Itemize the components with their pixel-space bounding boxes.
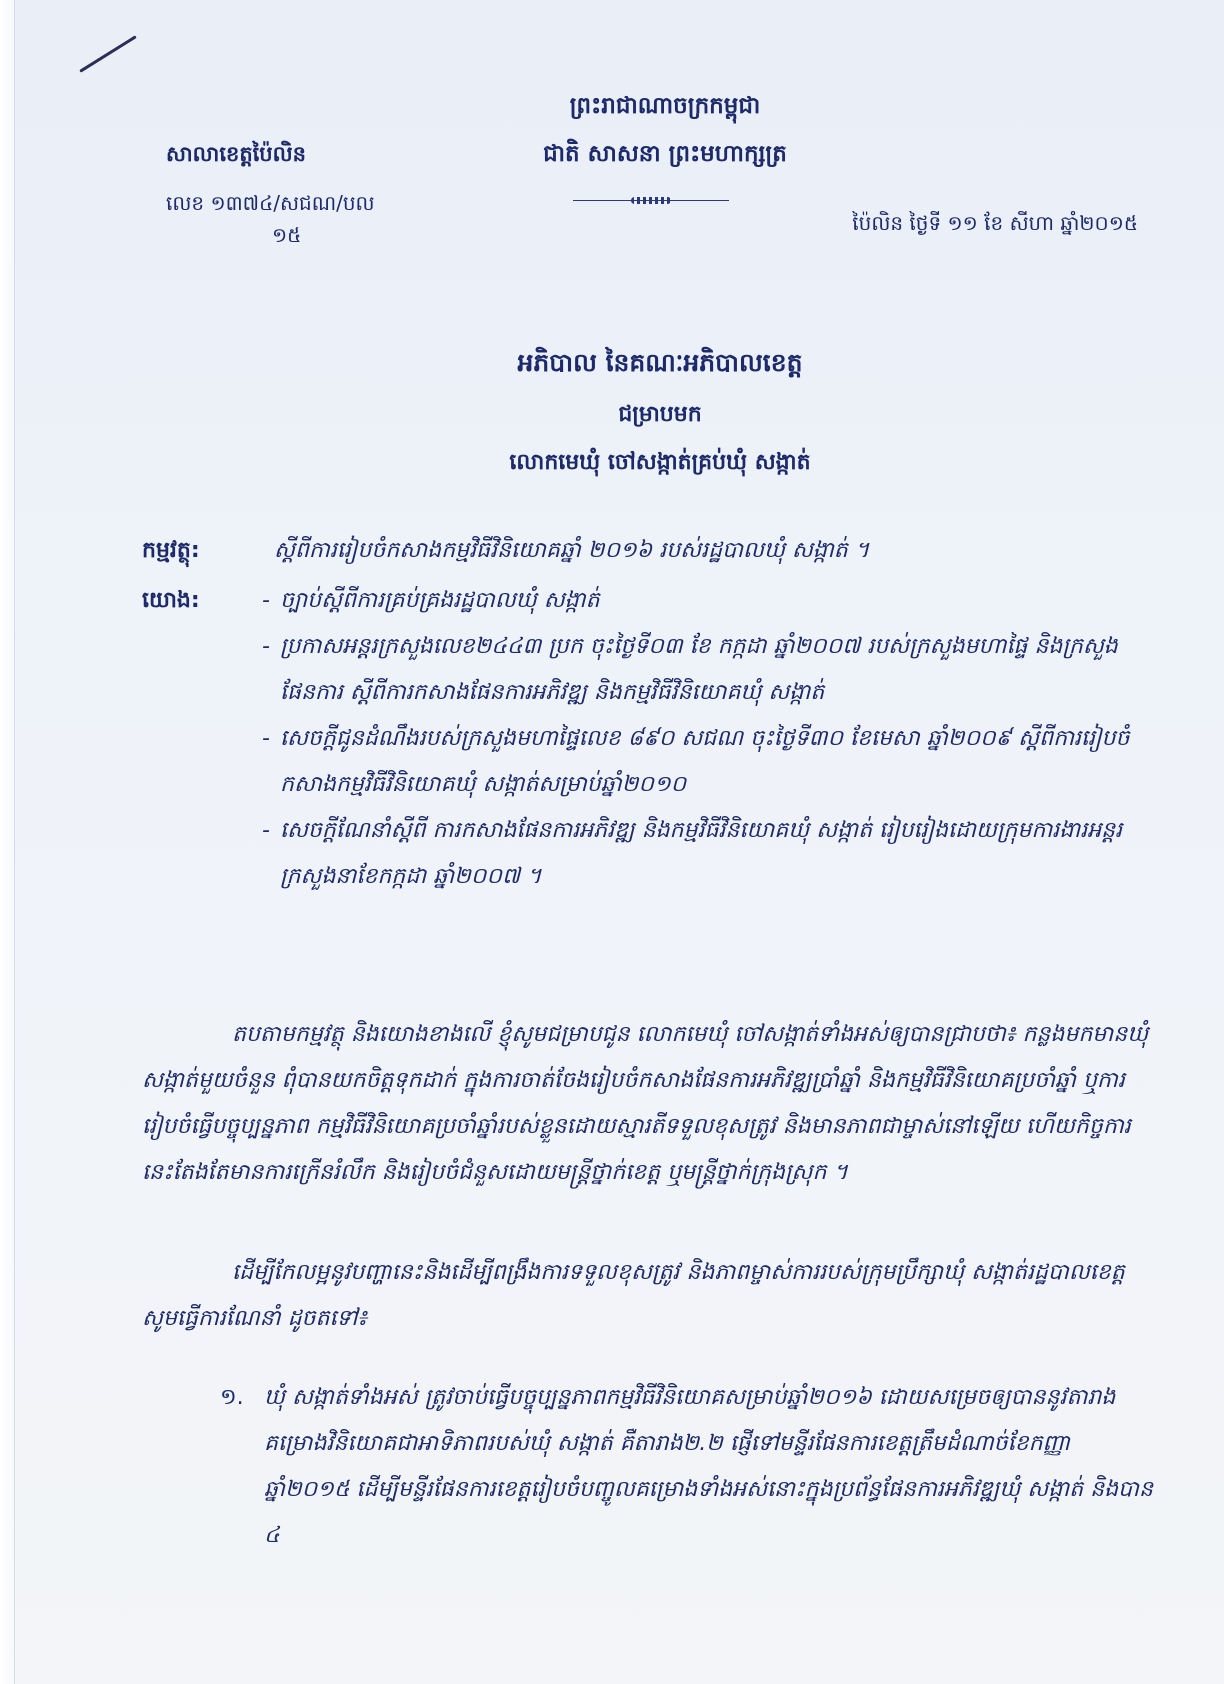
body-paragraph-2: ដើម្បីកែលម្អនូវបញ្ហានេះនិងដើម្បីពង្រឹងការទទួលខុសត្រូវ និងភាពម្ចាស់ការរបស់ក្រុមប្រឹក្សាឃុំ សង្កាត់រដ្ឋបាលខេត្ត សូមធ្វើការណែនាំ ដូចតទៅ៖: [142, 1260, 1125, 1331]
pen-mark: [79, 35, 137, 73]
subject-label: កម្មវត្ថុ:: [142, 538, 200, 563]
references-list: [262, 578, 1162, 900]
instruction-text: ឃុំ សង្កាត់ទាំងអស់ ត្រូវចាប់ធ្វើបច្ចុប្បន្នភាពកម្មវិធីវិនិយោគសម្រាប់ឆ្នាំ២០១៦ ដោយសម្រេចឲ្យបាននូវតារាងគម្រោងវិនិយោគជាអាទិភាពរបស់ឃុំ សង្កាត់ គឺតារាង២.២ ផ្ញើទៅមន្ទីរផែនការខេត្តត្រឹមដំណាច់ខែកញ្ញា ឆ្នាំ២០១៥ ដើម្បីមន្ទីរផែនការខេត្តរៀបចំបញ្ចូលគម្រោងទាំងអស់នោះក្នុងប្រព័ន្ធផែនការអភិវឌ្ឍឃុំ សង្កាត់ និងបាន: [264, 1385, 1153, 1502]
subject-text: ស្តីពីការរៀបចំកសាងកម្មវិធីវិនិយោគឆ្នាំ ២០១៦ របស់រដ្ឋបាលឃុំ សង្កាត់ ។: [274, 538, 870, 563]
reference-item: - ច្បាប់ស្តីពីការគ្រប់គ្រងរដ្ឋបាលឃុំ សង្កាត់: [262, 578, 1162, 624]
ornament-divider: [573, 196, 729, 206]
letter-number: [166, 190, 375, 247]
instruction-item-1: [220, 1375, 1160, 1559]
kingdom-heading: ព្រះរាជាណាចក្រកម្ពុជា: [569, 92, 761, 119]
national-motto: ជាតិ សាសនា ព្រះមហាក្សត្រ: [543, 140, 787, 167]
references-label: យោង:: [142, 588, 200, 613]
sender-title: អភិបាល នៃគណៈអភិបាលខេត្ត: [517, 348, 803, 377]
scan-edge: [0, 0, 15, 1684]
reference-item: - ប្រកាសអន្តរក្រសួងលេខ២៤៤៣ ប្រក ចុះថ្ងៃទី០៣ ខែ កក្កដា ឆ្នាំ២០០៧ របស់ក្រសួងមហាផ្ទៃ និងក្រសួងផែនការ ស្តីពីការកសាងផែនការអភិវឌ្ឍ និងកម្មវិធីវិនិយោគឃុំ សង្កាត់: [262, 624, 1162, 716]
salutation: ជម្រាបមក: [618, 401, 702, 427]
issuing-authority: សាលាខេត្តប៉ៃលិន: [166, 142, 306, 166]
reference-item: - សេចក្តីណែនាំស្តីពី ការកសាងផែនការអភិវឌ្ឍ និងកម្មវិធីវិនិយោគឃុំ សង្កាត់ រៀបរៀងដោយក្រុមការងារអន្តរក្រសួងនាខែកក្កដា ឆ្នាំ២០០៧ ។: [262, 808, 1162, 900]
body-paragraph-1: តបតាមកម្មវត្ថុ និងយោងខាងលើ ខ្ញុំសូមជម្រាបជូន លោកមេឃុំ ចៅសង្កាត់ទាំងអស់ឲ្យបានជ្រាបថា៖ កន្លងមកមានឃុំ សង្កាត់មួយចំនួន ពុំបានយកចិត្តទុកដាក់ ក្នុងការចាត់ចែងរៀបចំកសាងផែនការអភិវឌ្ឍប្រាំឆ្នាំ និងកម្មវិធីវិនិយោគប្រចាំឆ្នាំ ឬការរៀបចំធ្វើបច្ចុប្បន្នភាព កម្មវិធីវិនិយោគប្រចាំឆ្នាំរបស់ខ្លួនដោយស្មារតីទទួលខុសត្រូវ និងមានភាពជាម្ចាស់នៅឡើយ ហើយកិច្ចការនេះតែងតែមានការក្រើនរំលឹក និងរៀបចំជំនួសដោយមន្ត្រីថ្នាក់ខេត្ត ឬមន្ត្រីថ្នាក់ក្រុងស្រុក ។: [142, 1022, 1149, 1185]
recipient-line: លោកមេឃុំ ចៅសង្កាត់គ្រប់ឃុំ សង្កាត់: [509, 449, 811, 475]
letter-number-suffix: ១៥: [272, 223, 302, 247]
reference-item: - សេចក្តីជូនដំណឹងរបស់ក្រសួងមហាផ្ទៃលេខ ៨៩០ សជណ ចុះថ្ងៃទី៣០ ខែមេសា ឆ្នាំ២០០៩ ស្តីពីការរៀបចំកសាងកម្មវិធីវិនិយោគឃុំ សង្កាត់សម្រាប់ឆ្នាំ២០១០: [262, 716, 1162, 808]
letter-number-main: លេខ ១៣៧៤/សជណ/បល: [166, 191, 375, 215]
page-mark: ៤: [264, 1523, 280, 1548]
instruction-number: ១.: [220, 1385, 244, 1410]
letter-date: ប៉ៃលិន ថ្ងៃទី ១១ ខែ សីហា ឆ្នាំ២០១៥: [852, 211, 1138, 235]
